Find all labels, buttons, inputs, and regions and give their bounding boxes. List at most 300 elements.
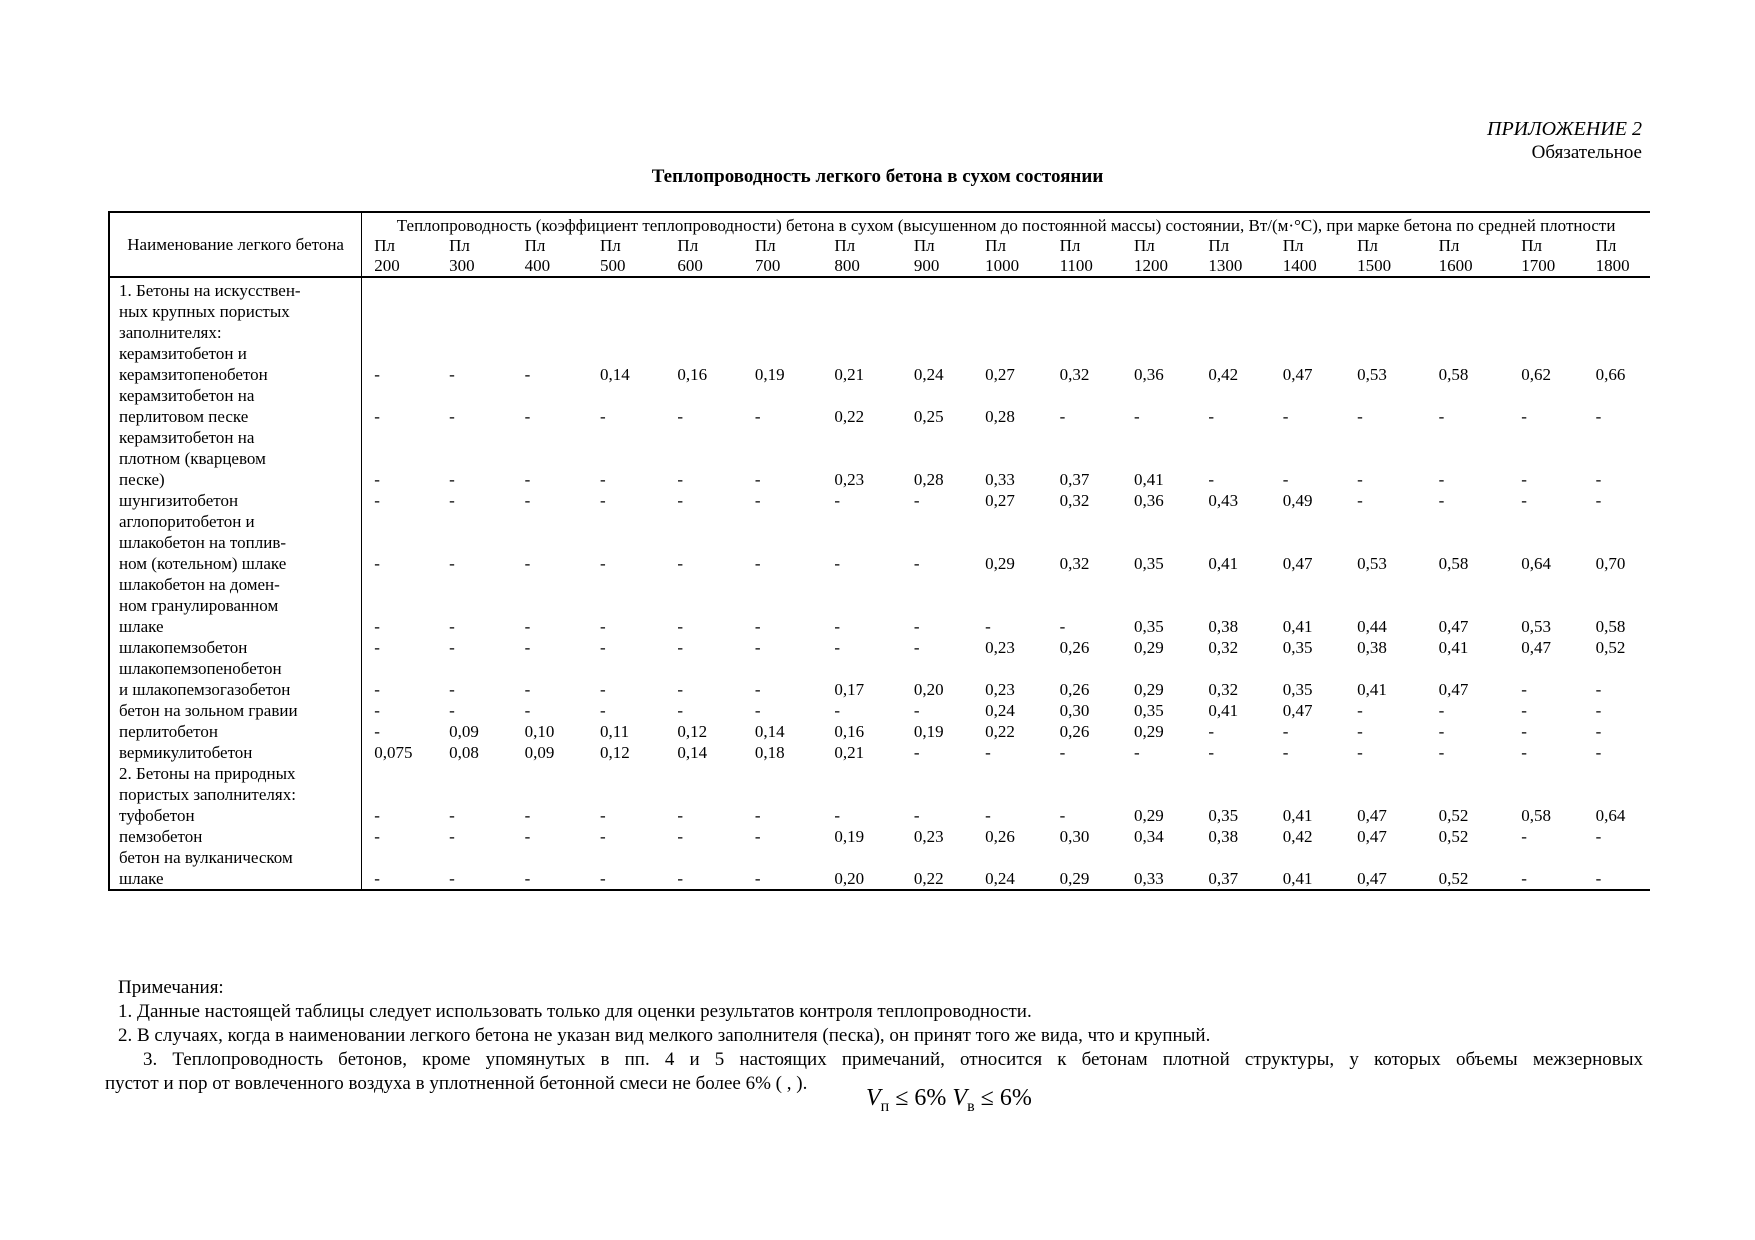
conductivity-cell: - <box>449 407 455 426</box>
conductivity-cell: - <box>1208 722 1215 741</box>
conductivity-cell: - <box>1509 847 1583 890</box>
concrete-name: шлакопемзопенобетон и шлакопемзогазобетон <box>109 658 362 700</box>
conductivity-cell: - <box>1282 743 1289 762</box>
conductivity-cell: - <box>913 806 920 825</box>
conductivity-cell: 0,29 <box>1133 722 1164 741</box>
conductivity-cell: 0,64 <box>1595 806 1626 825</box>
concrete-name: вермикулитобетон <box>109 742 362 763</box>
conductivity-cell: - <box>1208 743 1215 762</box>
note-2: 2. В случаях, когда в наименовании легкого бетона не указан вид мелкого заполнителя (песка), он принят того же вида, что и крупный. <box>118 1025 1211 1046</box>
conductivity-cell: - <box>374 722 380 741</box>
conductivity-cell: - <box>449 638 455 657</box>
conductivity-cell: - <box>1595 407 1602 426</box>
grade-header <box>362 236 437 277</box>
table-row <box>109 385 1650 427</box>
page-title: Теплопроводность легкого бетона в сухом состоянии <box>651 166 1104 187</box>
table-row <box>109 490 1650 511</box>
conductivity-cell: 0,12 <box>599 743 630 762</box>
conductivity-cell: 0,36 <box>1133 365 1164 384</box>
conductivity-cell: - <box>599 827 606 846</box>
conductivity-cell: - <box>754 680 761 699</box>
conductivity-cell: 0,22 <box>834 407 865 426</box>
conductivity-cell: - <box>834 554 841 573</box>
conductivity-cell: 0,22 <box>902 847 973 890</box>
conductivity-cell: 0,41 <box>1282 806 1313 825</box>
conductivity-cell: 0,47 <box>1438 617 1469 636</box>
grade-prefix: Пл <box>599 236 621 255</box>
grade-header <box>822 236 901 277</box>
conductivity-cell: 0,14 <box>677 743 708 762</box>
table-row <box>109 700 1650 721</box>
conductivity-cell: - <box>1521 722 1527 741</box>
conductivity-cell: 0,43 <box>1208 491 1239 510</box>
grade-header <box>1509 236 1583 277</box>
concrete-name: 2. Бетоны на природных пористых заполнителях: туфобетон <box>109 763 362 826</box>
conductivity-cell: 0,47 <box>1357 827 1387 846</box>
formula-var-1: V <box>866 1085 881 1111</box>
formula-sub-2: в <box>967 1097 975 1115</box>
table-row <box>109 847 1650 890</box>
conductivity-cell: - <box>913 638 920 657</box>
conductivity-cell: 0,26 <box>1059 680 1090 699</box>
concrete-name: аглопоритобетон и шлакобетон на топлив- ном (котельном) шлаке <box>109 511 362 574</box>
conductivity-cell: 0,24 <box>973 847 1047 890</box>
conductivity-cell: - <box>754 827 761 846</box>
conductivity-cell: 0,27 <box>985 365 1015 384</box>
conductivity-cell: 0,17 <box>834 680 865 699</box>
table-row <box>109 277 1650 385</box>
grade-value: 300 <box>449 256 475 275</box>
conductivity-header: Теплопроводность (коэффициент теплопроводности) бетона в сухом (высушенном до постоянной массы) состоянии, Вт/(м·°С), при марке бетона по средней плотности <box>362 212 1650 236</box>
grade-value: 1800 <box>1595 256 1630 275</box>
conductivity-cell: - <box>913 701 920 720</box>
grade-value: 600 <box>677 256 703 275</box>
conductivity-cell: 0,22 <box>985 722 1015 741</box>
conductivity-table <box>108 211 1650 891</box>
grade-prefix: Пл <box>1208 236 1230 255</box>
conductivity-cell: 0,47 <box>1282 701 1313 720</box>
conductivity-cell: 0,47 <box>1345 847 1427 890</box>
conductivity-cell: 0,21 <box>834 743 865 762</box>
conductivity-cell: 0,24 <box>985 701 1015 720</box>
conductivity-cell: - <box>599 470 606 489</box>
conductivity-cell: - <box>449 827 455 846</box>
conductivity-cell: - <box>834 638 841 657</box>
conductivity-cell: - <box>1059 407 1066 426</box>
grade-prefix: Пл <box>1595 236 1617 255</box>
grade-prefix: Пл <box>1438 236 1460 255</box>
conductivity-cell: 0,41 <box>1438 638 1469 657</box>
conductivity-cell: 0,29 <box>1048 847 1122 890</box>
conductivity-cell: 0,58 <box>1438 365 1469 384</box>
conductivity-cell: - <box>1059 617 1066 636</box>
grade-value: 800 <box>834 256 860 275</box>
mandatory-label: Обязательное <box>1531 142 1642 163</box>
conductivity-cell: - <box>374 701 380 720</box>
conductivity-cell: - <box>1282 470 1289 489</box>
conductivity-cell: 0,41 <box>1133 470 1164 489</box>
conductivity-cell: 0,29 <box>1133 680 1164 699</box>
conductivity-cell: - <box>677 407 684 426</box>
grade-value: 700 <box>754 256 781 275</box>
conductivity-cell: - <box>677 638 684 657</box>
conductivity-cell: - <box>985 617 991 636</box>
conductivity-cell: 0,075 <box>374 743 413 762</box>
conductivity-cell: - <box>1282 722 1289 741</box>
grade-value: 1700 <box>1521 256 1556 275</box>
conductivity-cell: 0,35 <box>1133 554 1164 573</box>
conductivity-cell: - <box>524 491 531 510</box>
table-row <box>109 658 1650 700</box>
conductivity-cell: - <box>524 701 531 720</box>
grade-header <box>588 236 665 277</box>
conductivity-cell: - <box>524 407 531 426</box>
conductivity-cell: - <box>599 617 606 636</box>
conductivity-cell: - <box>985 806 991 825</box>
conductivity-cell: - <box>524 470 531 489</box>
conductivity-cell: 0,32 <box>1059 365 1090 384</box>
conductivity-cell: 0,24 <box>913 365 944 384</box>
conductivity-cell: - <box>524 365 531 384</box>
conductivity-cell: - <box>1438 743 1445 762</box>
conductivity-cell: - <box>1438 470 1445 489</box>
conductivity-cell: 0,23 <box>913 827 944 846</box>
appendix-label: ПРИЛОЖЕНИЕ 2 <box>1487 118 1642 140</box>
conductivity-cell: 0,30 <box>1059 701 1090 720</box>
conductivity-cell: - <box>1595 491 1602 510</box>
conductivity-cell: - <box>374 680 380 699</box>
table-row <box>109 763 1650 826</box>
conductivity-cell: 0,58 <box>1438 554 1469 573</box>
conductivity-cell: - <box>677 470 684 489</box>
conductivity-cell: - <box>1521 701 1527 720</box>
conductivity-cell: - <box>449 701 455 720</box>
grade-header <box>513 236 588 277</box>
grade-prefix: Пл <box>1357 236 1378 255</box>
concrete-name: 1. Бетоны на искусствен- ных крупных пористых заполнителях: керамзитобетон и керамзитопенобетон <box>109 277 362 385</box>
conductivity-cell: - <box>1438 407 1445 426</box>
conductivity-cell: - <box>362 847 437 890</box>
conductivity-cell: 0,23 <box>834 470 865 489</box>
grade-prefix: Пл <box>524 236 546 255</box>
conductivity-cell: - <box>677 680 684 699</box>
conductivity-cell: - <box>449 491 455 510</box>
conductivity-cell: - <box>665 847 742 890</box>
grade-value: 400 <box>524 256 551 275</box>
conductivity-cell: - <box>1595 827 1602 846</box>
conductivity-cell: - <box>374 365 380 384</box>
conductivity-cell: - <box>1357 743 1363 762</box>
conductivity-cell: 0,41 <box>1271 847 1345 890</box>
conductivity-cell: 0,70 <box>1595 554 1626 573</box>
conductivity-cell: 0,23 <box>985 680 1015 699</box>
concrete-name: керамзитобетон на перлитовом песке <box>109 385 362 427</box>
note-1: 1. Данные настоящей таблицы следует использовать только для оценки результатов контроля теплопроводности. <box>118 1001 1032 1022</box>
table-row <box>109 574 1650 637</box>
conductivity-cell: - <box>1521 743 1527 762</box>
grade-value: 200 <box>374 256 400 275</box>
conductivity-cell: - <box>834 617 841 636</box>
grade-header <box>1196 236 1270 277</box>
conductivity-cell: 0,36 <box>1133 491 1164 510</box>
conductivity-cell: 0,41 <box>1208 554 1239 573</box>
conductivity-cell: - <box>677 554 684 573</box>
conductivity-cell: - <box>1357 701 1363 720</box>
conductivity-cell: - <box>588 847 665 890</box>
conductivity-cell: - <box>754 491 761 510</box>
conductivity-cell: 0,10 <box>524 722 555 741</box>
conductivity-cell: - <box>913 617 920 636</box>
conductivity-cell: - <box>1357 722 1363 741</box>
grade-value: 900 <box>913 256 940 275</box>
conductivity-cell: - <box>599 701 606 720</box>
conductivity-cell: 0,23 <box>985 638 1015 657</box>
conductivity-cell: - <box>599 680 606 699</box>
conductivity-cell: - <box>524 806 531 825</box>
grade-header <box>1122 236 1196 277</box>
grade-prefix: Пл <box>1282 236 1304 255</box>
conductivity-cell: - <box>834 701 841 720</box>
grade-value: 1100 <box>1059 256 1093 275</box>
conductivity-cell: 0,28 <box>913 470 944 489</box>
conductivity-cell: - <box>374 827 380 846</box>
conductivity-cell: - <box>754 806 761 825</box>
conductivity-cell: - <box>677 701 684 720</box>
conductivity-cell: 0,11 <box>599 722 630 741</box>
conductivity-cell: 0,26 <box>985 827 1015 846</box>
conductivity-cell: 0,20 <box>913 680 944 699</box>
conductivity-cell: 0,34 <box>1133 827 1164 846</box>
table-row <box>109 511 1650 574</box>
conductivity-cell: 0,26 <box>1059 722 1090 741</box>
grade-value: 1200 <box>1133 256 1168 275</box>
conductivity-cell: - <box>754 470 761 489</box>
conductivity-cell: - <box>437 847 512 890</box>
conductivity-cell: - <box>1595 743 1602 762</box>
conductivity-cell: 0,29 <box>1133 638 1164 657</box>
concrete-name: шлакопемзобетон <box>109 637 362 658</box>
notes-section <box>105 976 1643 1096</box>
grade-prefix: Пл <box>374 236 396 255</box>
conductivity-cell: - <box>599 407 606 426</box>
conductivity-cell: 0,52 <box>1438 806 1469 825</box>
grade-value: 1300 <box>1208 256 1243 275</box>
conductivity-cell: - <box>743 847 822 890</box>
conductivity-cell: 0,25 <box>913 407 944 426</box>
conductivity-cell: - <box>677 617 684 636</box>
conductivity-cell: 0,09 <box>524 743 555 762</box>
conductivity-cell: - <box>913 743 920 762</box>
conductivity-cell: - <box>754 701 761 720</box>
conductivity-cell: 0,41 <box>1357 680 1387 699</box>
grade-prefix: Пл <box>677 236 699 255</box>
grade-header <box>973 236 1047 277</box>
formula-cond-2: ≤ 6% <box>974 1085 1032 1111</box>
conductivity-cell: 0,20 <box>822 847 901 890</box>
conductivity-cell: 0,37 <box>1059 470 1090 489</box>
conductivity-cell: - <box>834 491 841 510</box>
notes-heading: Примечания: <box>118 977 224 998</box>
conductivity-cell: - <box>754 638 761 657</box>
concrete-name: шлакобетон на домен- ном гранулированном шлаке <box>109 574 362 637</box>
conductivity-cell: 0,14 <box>599 365 630 384</box>
grade-value: 1500 <box>1357 256 1392 275</box>
note-3-line-1: 3. Теплопроводность бетонов, кроме упомянутых в пп. 4 и 5 настоящих примечаний, относится к бетонам плотной структуры, у которых объемы межзерновых <box>143 1049 1643 1070</box>
table-row <box>109 637 1650 658</box>
formula <box>866 1085 1032 1116</box>
grade-value: 1000 <box>985 256 1020 275</box>
formula-cond-1: ≤ 6% <box>889 1085 953 1111</box>
conductivity-cell: - <box>374 617 380 636</box>
conductivity-cell: - <box>913 554 920 573</box>
conductivity-cell: 0,35 <box>1282 680 1313 699</box>
conductivity-cell: 0,35 <box>1133 617 1164 636</box>
conductivity-cell: 0,16 <box>677 365 708 384</box>
conductivity-cell: - <box>524 554 531 573</box>
conductivity-cell: 0,52 <box>1438 827 1469 846</box>
conductivity-cell: - <box>1438 701 1445 720</box>
grade-header <box>1048 236 1122 277</box>
note-3-line-2: пустот и пор от вовлеченного воздуха в уплотненной бетонной смеси не более 6% ( , ). <box>105 1073 808 1094</box>
conductivity-cell: - <box>677 806 684 825</box>
conductivity-cell: 0,29 <box>1133 806 1164 825</box>
conductivity-cell: - <box>1521 470 1527 489</box>
conductivity-cell: - <box>599 806 606 825</box>
conductivity-cell: - <box>374 638 380 657</box>
grade-header <box>665 236 742 277</box>
grade-prefix: Пл <box>754 236 776 255</box>
conductivity-cell: - <box>374 407 380 426</box>
conductivity-cell: 0,21 <box>834 365 865 384</box>
conductivity-cell: - <box>449 617 455 636</box>
conductivity-cell: 0,62 <box>1521 365 1551 384</box>
conductivity-cell: - <box>1059 806 1066 825</box>
conductivity-cell: - <box>985 743 991 762</box>
conductivity-cell: - <box>374 554 380 573</box>
grade-value: 1600 <box>1438 256 1473 275</box>
conductivity-cell: 0,09 <box>449 722 479 741</box>
conductivity-cell: - <box>449 365 455 384</box>
conductivity-cell: 0,52 <box>1427 847 1510 890</box>
conductivity-cell: - <box>1521 491 1527 510</box>
conductivity-cell: 0,53 <box>1357 365 1387 384</box>
conductivity-cell: 0,19 <box>834 827 865 846</box>
conductivity-cell: - <box>1521 407 1527 426</box>
conductivity-cell: 0,42 <box>1282 827 1313 846</box>
conductivity-cell: - <box>1208 407 1215 426</box>
table-body <box>109 277 1650 890</box>
conductivity-cell: 0,28 <box>985 407 1015 426</box>
concrete-name: пемзобетон <box>109 826 362 847</box>
conductivity-cell: 0,30 <box>1059 827 1090 846</box>
conductivity-cell: 0,19 <box>913 722 944 741</box>
conductivity-cell: - <box>1595 722 1602 741</box>
conductivity-cell: - <box>677 827 684 846</box>
conductivity-cell: 0,16 <box>834 722 865 741</box>
conductivity-cell: 0,58 <box>1521 806 1551 825</box>
conductivity-cell: 0,14 <box>754 722 785 741</box>
conductivity-cell: 0,52 <box>1595 638 1626 657</box>
conductivity-cell: 0,38 <box>1208 827 1239 846</box>
conductivity-cell: - <box>599 554 606 573</box>
conductivity-cell: 0,41 <box>1282 617 1313 636</box>
conductivity-cell: - <box>524 827 531 846</box>
conductivity-cell: 0,19 <box>754 365 785 384</box>
conductivity-cell: 0,64 <box>1521 554 1551 573</box>
conductivity-cell: - <box>677 491 684 510</box>
conductivity-cell: - <box>1438 491 1445 510</box>
grade-prefix: Пл <box>1059 236 1081 255</box>
conductivity-cell: 0,53 <box>1357 554 1387 573</box>
conductivity-cell: - <box>513 847 588 890</box>
conductivity-cell: - <box>374 491 380 510</box>
grade-value: 1400 <box>1282 256 1317 275</box>
formula-var-2: V <box>952 1085 968 1111</box>
conductivity-cell: - <box>374 470 380 489</box>
concrete-name: шунгизитобетон <box>109 490 362 511</box>
conductivity-cell: 0,38 <box>1208 617 1239 636</box>
grade-prefix: Пл <box>1133 236 1155 255</box>
conductivity-cell: 0,35 <box>1133 701 1164 720</box>
conductivity-cell: - <box>1521 680 1527 699</box>
conductivity-cell: - <box>1595 680 1602 699</box>
table-row <box>109 427 1650 490</box>
grade-prefix: Пл <box>913 236 935 255</box>
conductivity-cell: - <box>754 617 761 636</box>
conductivity-cell: 0,35 <box>1208 806 1239 825</box>
grade-header <box>1271 236 1345 277</box>
conductivity-cell: 0,33 <box>985 470 1015 489</box>
conductivity-cell: - <box>449 680 455 699</box>
grade-header <box>1427 236 1510 277</box>
conductivity-cell: - <box>1282 407 1289 426</box>
concrete-name: бетон на зольном гравии <box>109 700 362 721</box>
conductivity-cell: 0,32 <box>1059 554 1090 573</box>
conductivity-cell: - <box>754 407 761 426</box>
formula-sub-1: п <box>880 1097 890 1115</box>
conductivity-cell: 0,47 <box>1521 638 1551 657</box>
conductivity-cell: - <box>449 554 455 573</box>
table-row <box>109 721 1650 742</box>
conductivity-cell: 0,29 <box>985 554 1015 573</box>
conductivity-cell: 0,47 <box>1282 365 1313 384</box>
conductivity-cell: 0,18 <box>754 743 785 762</box>
conductivity-cell: 0,27 <box>985 491 1015 510</box>
conductivity-cell: 0,49 <box>1282 491 1313 510</box>
conductivity-cell: - <box>524 638 531 657</box>
table-row <box>109 742 1650 763</box>
grade-header <box>1584 236 1650 277</box>
conductivity-cell: 0,37 <box>1196 847 1270 890</box>
conductivity-cell: - <box>1595 470 1602 489</box>
conductivity-cell: - <box>754 554 761 573</box>
grade-header <box>1345 236 1427 277</box>
conductivity-cell: 0,66 <box>1595 365 1626 384</box>
conductivity-cell: 0,41 <box>1208 701 1239 720</box>
conductivity-cell: 0,35 <box>1282 638 1313 657</box>
concrete-name: керамзитобетон на плотном (кварцевом песке) <box>109 427 362 490</box>
conductivity-cell: - <box>1357 491 1363 510</box>
conductivity-cell: - <box>449 806 455 825</box>
conductivity-cell: - <box>1357 407 1363 426</box>
conductivity-cell: - <box>913 491 920 510</box>
conductivity-cell: 0,26 <box>1059 638 1090 657</box>
grade-prefix: Пл <box>834 236 856 255</box>
conductivity-cell: 0,47 <box>1438 680 1469 699</box>
conductivity-cell: 0,58 <box>1595 617 1626 636</box>
conductivity-cell: - <box>524 617 531 636</box>
conductivity-cell: - <box>1438 722 1445 741</box>
